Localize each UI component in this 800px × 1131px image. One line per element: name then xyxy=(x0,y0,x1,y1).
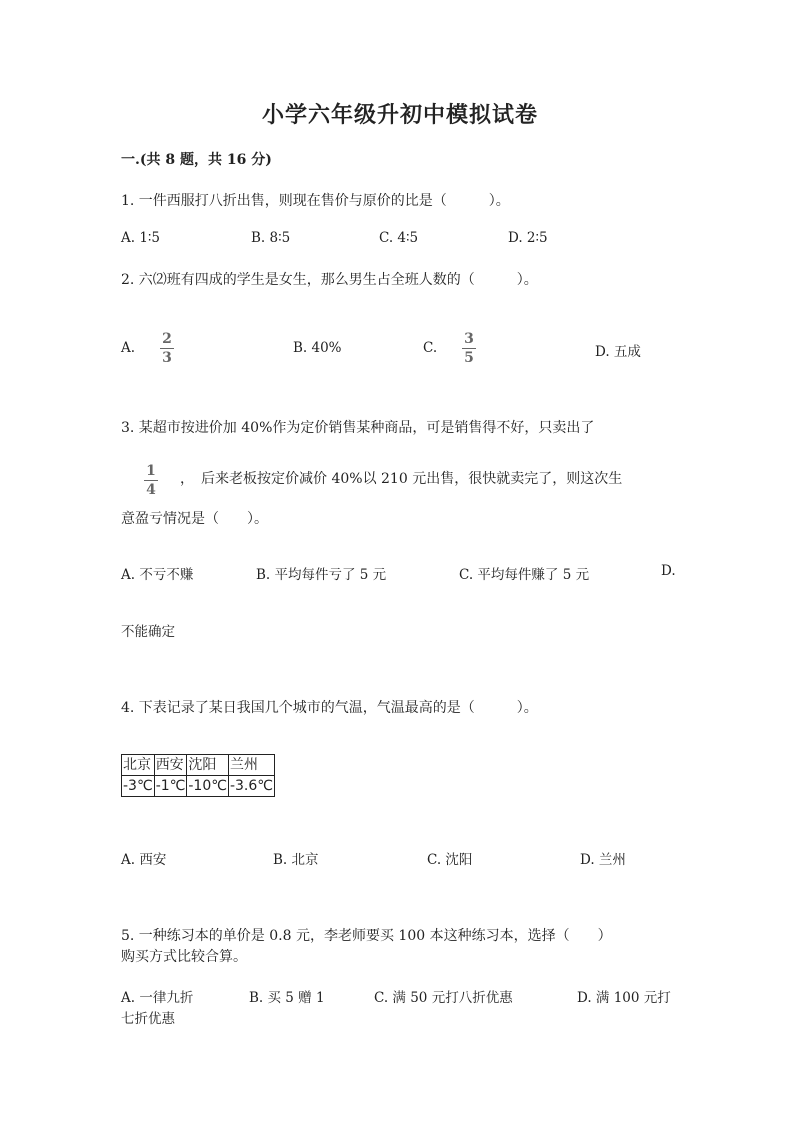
question-3-option-d-continued: 不能确定 xyxy=(121,624,175,640)
fraction-denominator: 5 xyxy=(464,350,474,366)
question-2-option-a-label: A. xyxy=(121,340,136,356)
fraction-bar xyxy=(160,348,174,349)
fraction-numerator: 2 xyxy=(162,331,172,347)
question-2-text: 2. 六⑵班有四成的学生是女生，那么男生占全班人数的（ ）。 xyxy=(121,272,538,288)
question-4-option-d: D. 兰州 xyxy=(580,852,626,868)
question-3-line-1: 3. 某超市按进价加 40%作为定价销售某种商品，可是销售得不好，只卖出了 xyxy=(121,420,595,436)
question-1-option-a: A. 1∶5 xyxy=(121,230,161,246)
question-1-option-b: B. 8∶5 xyxy=(251,230,291,246)
fraction-bar xyxy=(462,348,476,349)
page-title: 小学六年级升初中模拟试卷 xyxy=(261,102,538,128)
table-cell-city: 北京 xyxy=(122,755,155,776)
question-5-line-1: 5. 一种练习本的单价是 0.8 元，李老师要买 100 本这种练习本，选择（ ） xyxy=(121,928,612,944)
question-2-option-a-fraction xyxy=(160,331,174,366)
table-cell-city: 沈阳 xyxy=(187,755,229,776)
question-2-option-b: B. 40% xyxy=(293,340,342,356)
table-cell-city: 兰州 xyxy=(228,755,274,776)
question-1-option-d: D. 2∶5 xyxy=(508,230,548,246)
table-row xyxy=(122,755,275,776)
question-2-option-c-fraction xyxy=(462,331,476,366)
question-5-option-a: A. 一律九折 xyxy=(121,990,194,1006)
table-cell-temperature: -3.6℃ xyxy=(228,776,274,797)
question-3-option-b: B. 平均每件亏了 5 元 xyxy=(256,567,387,583)
table-cell-temperature: -1℃ xyxy=(154,776,187,797)
question-4-option-c: C. 沈阳 xyxy=(427,852,473,868)
question-5-option-d-continued: 七折优惠 xyxy=(121,1011,175,1027)
question-4-option-b: B. 北京 xyxy=(273,852,319,868)
fraction-denominator: 3 xyxy=(162,350,172,366)
section-heading: 一.(共 8 题，共 16 分) xyxy=(121,152,272,168)
question-3-option-d: D. xyxy=(661,563,676,579)
question-4-option-a: A. 西安 xyxy=(121,852,167,868)
question-3-option-c: C. 平均每件赚了 5 元 xyxy=(459,567,590,583)
question-3-line-2: ， 后来老板按定价减价 40%以 210 元出售，很快就卖完了，则这次生 xyxy=(180,471,623,487)
table-cell-temperature: -10℃ xyxy=(187,776,229,797)
question-5-line-2: 购买方式比较合算。 xyxy=(121,949,247,965)
fraction-denominator: 4 xyxy=(146,482,156,498)
question-5-option-b: B. 买 5 赠 1 xyxy=(249,990,325,1006)
table-cell-city: 西安 xyxy=(154,755,187,776)
question-1-text: 1. 一件西服打八折出售，则现在售价与原价的比是（ ）。 xyxy=(121,193,510,209)
question-5-option-d: D. 满 100 元打 xyxy=(577,990,671,1006)
fraction-bar xyxy=(144,480,158,481)
question-1-option-c: C. 4∶5 xyxy=(379,230,419,246)
question-2-option-d: D. 五成 xyxy=(595,344,641,360)
fraction-numerator: 3 xyxy=(464,331,474,347)
city-temperature-table xyxy=(121,754,275,797)
question-3-fraction xyxy=(144,463,158,498)
question-3-line-3: 意盈亏情况是（ ）。 xyxy=(121,511,268,527)
question-3-option-a: A. 不亏不赚 xyxy=(121,567,194,583)
fraction-numerator: 1 xyxy=(146,463,156,479)
question-4-text: 4. 下表记录了某日我国几个城市的气温，气温最高的是（ ）。 xyxy=(121,700,538,716)
question-5-option-c: C. 满 50 元打八折优惠 xyxy=(374,990,513,1006)
question-2-option-c-label: C. xyxy=(423,340,438,356)
table-row xyxy=(122,776,275,797)
table-cell-temperature: -3℃ xyxy=(122,776,155,797)
